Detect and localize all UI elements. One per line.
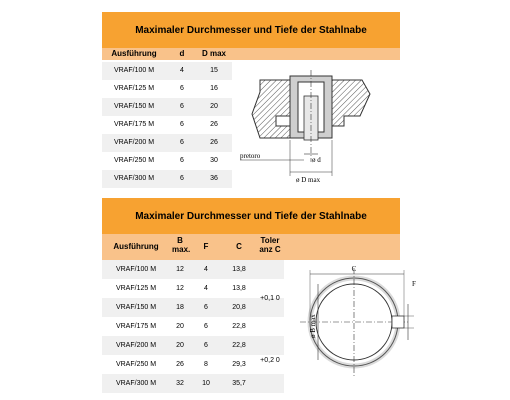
table1-cell-model: VRAF/250 M — [113, 157, 155, 164]
table2-cell-f: 8 — [204, 361, 208, 368]
table2-cell-f: 4 — [204, 266, 208, 273]
table2-cell-f: 10 — [202, 380, 210, 387]
table1-cell-dmax: 26 — [210, 139, 218, 146]
c-label: C — [351, 265, 357, 273]
table1-cell-d: 6 — [180, 175, 184, 182]
table2-cell-c: 29,3 — [232, 361, 246, 368]
table2-cell-c: 13,8 — [232, 285, 246, 292]
table1-cell-model: VRAF/300 M — [113, 175, 155, 182]
table2-header-bmax: B max. — [172, 236, 191, 254]
table1-cell-model: VRAF/100 M — [113, 67, 155, 74]
table2-cell-bmax: 26 — [176, 361, 184, 368]
table1-cell-d: 6 — [180, 121, 184, 128]
tolerance-group-1: +0,1 0 — [260, 295, 280, 302]
table1-cell-d: 4 — [180, 67, 184, 74]
table2-cell-f: 6 — [204, 304, 208, 311]
pretoro-label: pretoro — [240, 152, 261, 160]
table2-cell-model: VRAF/125 M — [115, 285, 157, 292]
table2-cell-model: VRAF/175 M — [115, 323, 157, 330]
table2-cell-model: VRAF/300 M — [115, 380, 157, 387]
table1-cell-d: 6 — [180, 139, 184, 146]
table1-header-fill — [232, 48, 400, 60]
table1-cell-dmax: 36 — [210, 175, 218, 182]
table1-cell-model: VRAF/150 M — [113, 103, 155, 110]
table2-cell-model: VRAF/100 M — [115, 266, 157, 273]
f-label: F — [412, 280, 416, 288]
table2-cell-bmax: 12 — [176, 285, 184, 292]
table2-header-ausfuehrung: Ausführung — [113, 242, 159, 251]
d-label: ø d — [312, 156, 321, 164]
hub-section-drawing — [232, 62, 400, 186]
table2-cell-bmax: 12 — [176, 266, 184, 273]
table1-cell-model: VRAF/200 M — [113, 139, 155, 146]
table2-cell-model: VRAF/150 M — [115, 304, 157, 311]
table1-cell-d: 6 — [180, 103, 184, 110]
table1-cell-model: VRAF/175 M — [113, 121, 155, 128]
table1-title: Maximaler Durchmesser und Tiefe der Stahlnabe — [102, 12, 400, 48]
table2-cell-model: VRAF/200 M — [115, 342, 157, 349]
table2-cell-f: 4 — [204, 285, 208, 292]
table2-header-c: C — [236, 242, 242, 251]
tolerance-group-2: +0,2 0 — [260, 357, 280, 364]
table2-cell-c: 20,8 — [232, 304, 246, 311]
table1-header-d: d — [179, 49, 185, 58]
table1-cell-dmax: 20 — [210, 103, 218, 110]
table2-cell-bmax: 32 — [176, 380, 184, 387]
table2-cell-c: 22,8 — [232, 342, 246, 349]
table2-cell-bmax: 18 — [176, 304, 184, 311]
table2-cell-model: VRAF/250 M — [115, 361, 157, 368]
table2-cell-bmax: 20 — [176, 323, 184, 330]
table1-cell-dmax: 26 — [210, 121, 218, 128]
table1-header-dmax: D max — [201, 49, 226, 58]
table2-cell-f: 6 — [204, 342, 208, 349]
dmax-label: ø D max — [296, 176, 321, 184]
table2-cell-bmax: 20 — [176, 342, 184, 349]
table1-cell-d: 6 — [180, 85, 184, 92]
table1-cell-model: VRAF/125 M — [113, 85, 155, 92]
table1-header-ausfuehrung: Ausführung — [111, 49, 157, 58]
table2-title: Maximaler Durchmesser und Tiefe der Stahlnabe — [102, 198, 400, 234]
table1-cell-dmax: 30 — [210, 157, 218, 164]
table2-cell-c: 35,7 — [232, 380, 246, 387]
ring-section-drawing — [284, 260, 424, 392]
table2-header-toleranz: Toler anz C — [259, 236, 281, 254]
table1-cell-dmax: 15 — [210, 67, 218, 74]
bmax-label: ø B max — [309, 314, 317, 338]
table2-header-fill — [284, 234, 400, 260]
table1-cell-d: 6 — [180, 157, 184, 164]
table1-cell-dmax: 16 — [210, 85, 218, 92]
table2-cell-f: 6 — [204, 323, 208, 330]
table2-cell-c: 13,8 — [232, 266, 246, 273]
table2-header-f: F — [203, 242, 209, 251]
table2-cell-c: 22,8 — [232, 323, 246, 330]
